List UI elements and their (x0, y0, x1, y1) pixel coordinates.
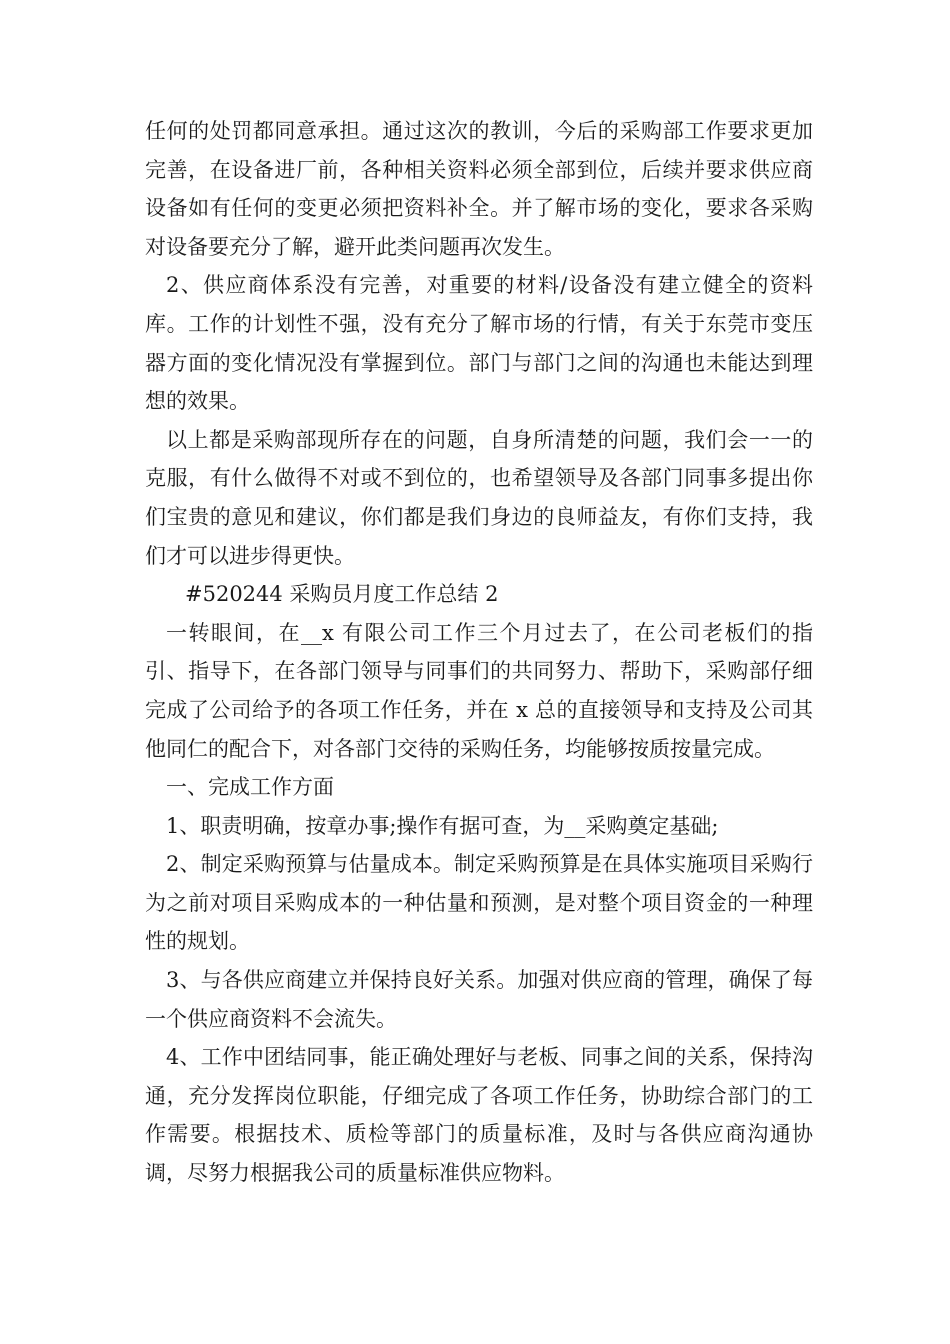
paragraph-intro: 一转眼间，在__x 有限公司工作三个月过去了，在公司老板们的指引、指导下，在各部门领导与同事们的共同努力、帮助下，采购部仔细完成了公司给予的各项工作任务，并在 x 总的直接领导和支持及公司其他同仁的配合下，对各部门交待的采购任务，均能够按质按量完成。 (145, 620, 813, 761)
section-title: #520244 采购员月度工作总结 2 (185, 582, 499, 607)
list-item-3: 3、与各供应商建立并保持良好关系。加强对供应商的管理，确保了每一个供应商资料不会流失。 (145, 968, 813, 1031)
paragraph-continuation: 任何的处罚都同意承担。通过这次的教训，今后的采购部工作要求更加完善，在设备进厂前，各种相关资料必须全部到位，后续并要求供应商设备如有任何的变更必须把资料补全。并了解市场的变化，要求各采购对设备要充分了解，避开此类问题再次发生。 (145, 119, 813, 259)
list-item-2: 2、制定采购预算与估量成本。制定采购预算是在具体实施项目采购行为之前对项目采购成本的一种估量和预测，是对整个项目资金的一种理性的规划。 (145, 852, 813, 954)
paragraph-summary: 以上都是采购部现所存在的问题，自身所清楚的问题，我们会一一的克服，有什么做得不对或不到位的，也希望领导及各部门同事多提出你们宝贵的意见和建议，你们都是我们身边的良师益友，有你们支持，我们才可以进步得更快。 (145, 427, 813, 568)
list-item-1: 1、职责明确，按章办事;操作有据可查，为__采购奠定基础; (166, 813, 719, 838)
section-heading: 一、完成工作方面 (166, 775, 334, 800)
document-body (145, 112, 813, 1193)
list-item-4: 4、工作中团结同事，能正确处理好与老板、同事之间的关系，保持沟通，充分发挥岗位职能，仔细完成了各项工作任务，协助综合部门的工作需要。根据技术、质检等部门的质量标准，及时与各供应商沟通协调，尽努力根据我公司的质量标准供应物料。 (145, 1045, 813, 1186)
paragraph-item-2: 2、供应商体系没有完善，对重要的材料/设备没有建立健全的资料库。工作的计划性不强，没有充分了解市场的行情，有关于东莞市变压器方面的变化情况没有掌握到位。部门与部门之间的沟通也未能达到理想的效果。 (145, 273, 813, 414)
